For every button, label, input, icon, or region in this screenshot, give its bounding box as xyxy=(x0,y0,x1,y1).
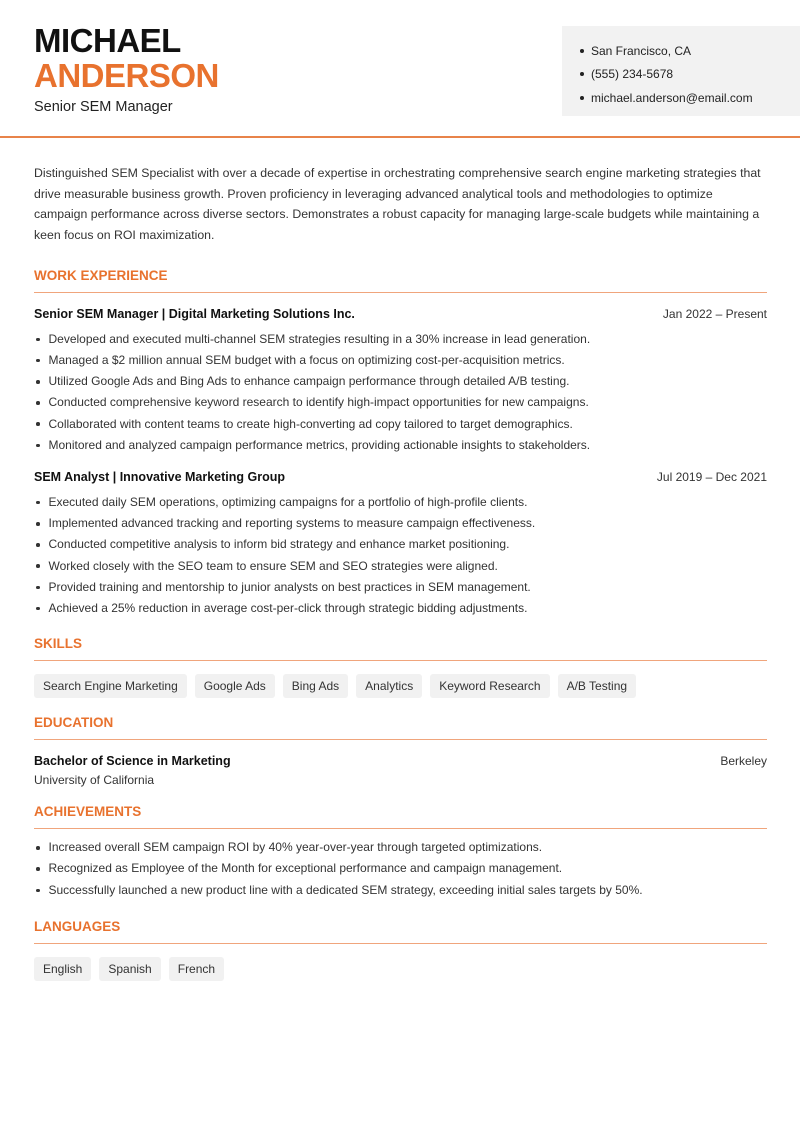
bullet-icon xyxy=(36,444,40,448)
list-item-text: Collaborated with content teams to create high-converting ad copy tailored to target demographics. xyxy=(48,416,573,431)
bullet-icon xyxy=(36,422,40,426)
section-title-work: WORK EXPERIENCE xyxy=(34,268,767,293)
job-role: SEM Analyst | Innovative Marketing Group xyxy=(34,470,285,485)
contact-phone-text: (555) 234-5678 xyxy=(591,67,674,82)
list-item xyxy=(34,392,767,413)
skill-tag: A/B Testing xyxy=(558,674,636,698)
list-item xyxy=(34,435,767,456)
list-item xyxy=(34,492,767,513)
bullet-icon xyxy=(36,564,40,568)
job-role: Senior SEM Manager | Digital Marketing Solutions Inc. xyxy=(34,306,355,321)
list-item xyxy=(34,329,767,350)
list-item-text: Monitored and analyzed campaign performance metrics, providing actionable insights to stakeholders. xyxy=(48,437,591,452)
bullet-icon xyxy=(36,338,40,342)
job-title: Senior SEM Manager xyxy=(34,99,173,115)
skills-list xyxy=(34,674,767,698)
language-tag: French xyxy=(169,957,224,981)
education-entry xyxy=(34,754,767,768)
list-item-text: Executed daily SEM operations, optimizing campaigns for a portfolio of high-profile clients. xyxy=(48,495,528,510)
bullet-icon xyxy=(36,607,40,611)
bullet-icon xyxy=(36,586,40,590)
list-item xyxy=(34,350,767,371)
education-school: University of California xyxy=(34,773,155,788)
full-name xyxy=(34,23,219,93)
section-title-languages: LANGUAGES xyxy=(34,919,767,944)
resume-header xyxy=(0,0,800,138)
section-title-achievements: ACHIEVEMENTS xyxy=(34,804,767,829)
list-item xyxy=(34,534,767,555)
list-item xyxy=(34,837,767,858)
list-item xyxy=(34,371,767,392)
section-title-education: EDUCATION xyxy=(34,715,767,740)
resume-body xyxy=(34,163,767,981)
bullet-icon xyxy=(36,522,40,526)
education-degree: Bachelor of Science in Marketing xyxy=(34,754,231,769)
bullet-icon xyxy=(36,401,40,405)
list-item-text: Provided training and mentorship to junior analysts on best practices in SEM management. xyxy=(48,579,531,594)
summary: Distinguished SEM Specialist with over a decade of expertise in orchestrating comprehensive search engine marketing strategies that drive measurable business growth. Proven proficiency in leveraging advanced analytical tools and methodologies to optimize campaign performance across diverse sectors. Demonstrates a robust capacity for managing large-scale budgets while maintaining a keen focus on ROI maximization. xyxy=(34,166,761,243)
skill-tag: Google Ads xyxy=(195,674,275,698)
list-item-text: Recognized as Employee of the Month for exceptional performance and campaign management. xyxy=(48,861,563,876)
section-title-skills: SKILLS xyxy=(34,636,767,661)
language-tag: English xyxy=(34,957,91,981)
list-item xyxy=(34,513,767,534)
job-dates: Jan 2022 – Present xyxy=(662,306,767,321)
list-item xyxy=(34,880,767,901)
contact-phone xyxy=(580,63,800,87)
bullet-icon xyxy=(36,889,40,893)
job-bullets xyxy=(34,329,767,456)
job-dates: Jul 2019 – Dec 2021 xyxy=(656,470,767,485)
languages-list xyxy=(34,957,767,981)
skill-tag: Bing Ads xyxy=(283,674,348,698)
job-entry xyxy=(34,307,767,456)
bullet-icon xyxy=(36,846,40,850)
bullet-icon xyxy=(36,380,40,384)
list-item-text: Implemented advanced tracking and reporting systems to measure campaign effectiveness. xyxy=(48,516,536,531)
last-name: ANDERSON xyxy=(34,57,219,94)
bullet-icon xyxy=(580,72,584,76)
contact-box xyxy=(562,26,800,116)
list-item-text: Developed and executed multi-channel SEM strategies resulting in a 30% increase in lead generation. xyxy=(48,331,591,346)
contact-email xyxy=(580,86,800,110)
bullet-icon xyxy=(36,501,40,505)
contact-location xyxy=(580,39,800,63)
bullet-icon xyxy=(36,543,40,547)
list-item-text: Worked closely with the SEO team to ensure SEM and SEO strategies were aligned. xyxy=(48,558,498,573)
list-item xyxy=(34,598,767,619)
bullet-icon xyxy=(580,96,584,100)
skill-tag: Analytics xyxy=(356,674,422,698)
language-tag: Spanish xyxy=(99,957,160,981)
list-item-text: Conducted competitive analysis to inform bid strategy and enhance market positioning. xyxy=(48,537,510,552)
job-entry xyxy=(34,470,767,619)
contact-email-text: michael.anderson@email.com xyxy=(591,90,753,105)
list-item-text: Utilized Google Ads and Bing Ads to enhance campaign performance through detailed A/B testing. xyxy=(48,374,570,389)
list-item-text: Increased overall SEM campaign ROI by 40% year-over-year through targeted optimizations. xyxy=(48,840,543,855)
list-item xyxy=(34,858,767,879)
list-item-text: Managed a $2 million annual SEM budget with a focus on optimizing cost-per-acquisition metrics. xyxy=(48,353,565,368)
first-name: MICHAEL xyxy=(34,22,181,59)
list-item-text: Successfully launched a new product line with a dedicated SEM strategy, exceeding initial sales targets by 50%. xyxy=(48,882,643,897)
list-item xyxy=(34,577,767,598)
list-item-text: Achieved a 25% reduction in average cost-per-click through strategic bidding adjustments. xyxy=(48,601,528,616)
education-location: Berkeley xyxy=(720,754,767,769)
skill-tag: Search Engine Marketing xyxy=(34,674,187,698)
skill-tag: Keyword Research xyxy=(430,674,549,698)
contact-location-text: San Francisco, CA xyxy=(591,43,692,58)
list-item xyxy=(34,556,767,577)
list-item xyxy=(34,414,767,435)
achievements-list xyxy=(34,837,767,901)
bullet-icon xyxy=(580,49,584,53)
list-item-text: Conducted comprehensive keyword research to identify high-impact opportunities for new campaigns. xyxy=(48,395,589,410)
bullet-icon xyxy=(36,359,40,363)
job-bullets xyxy=(34,492,767,619)
bullet-icon xyxy=(36,867,40,871)
